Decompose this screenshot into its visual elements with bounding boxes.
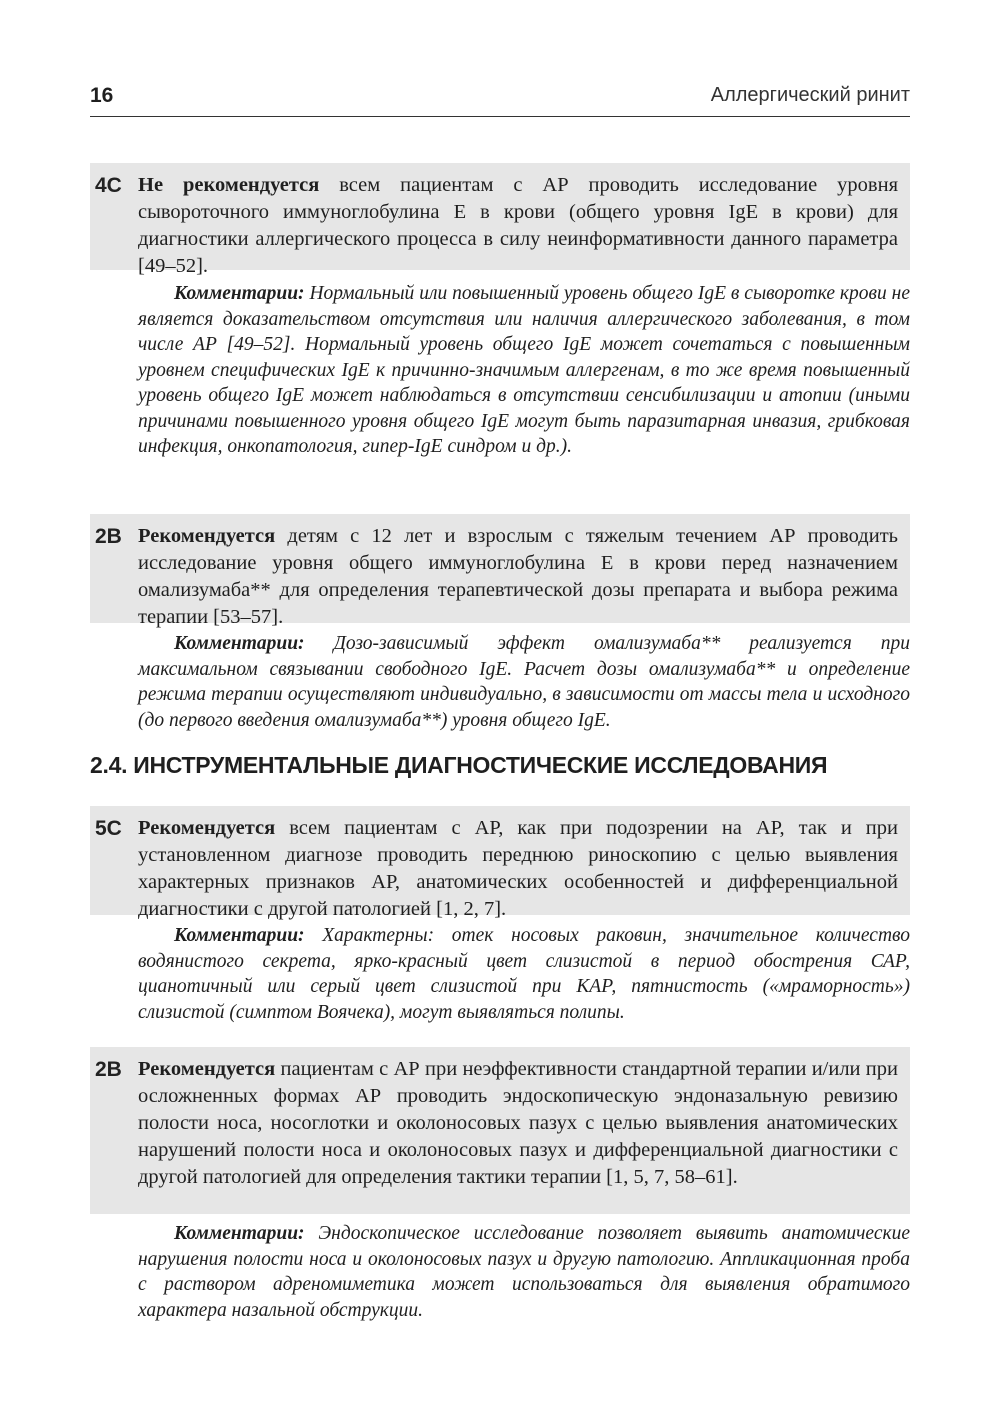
evidence-grade: 5C [95, 817, 122, 840]
comment-block [138, 923, 910, 1025]
comment-label: Комментарии: [174, 1223, 305, 1244]
comment-text: Характерны: отек носовых раковин, значительное количество водянистого секрета, ярко-красный цвет слизистой в период обострения САР, цианотичный или серый цвет слизистой при КАР, пятнистость («мраморность») слизистой (симптом Воячека), могут выявляться полипы. [138, 925, 910, 1023]
comment-label: Комментарии: [174, 633, 305, 654]
recommendation-text: детям с 12 лет и взрослым с тяжелым течением АР проводить исследование уровня общего иммуноглобулина Е в крови перед назначением омализумаба** для определения терапевтической дозы препарата и выбора режима терапии [53–57]. [138, 525, 898, 628]
recommendation-text: всем пациентам с АР, как при подозрении на АР, так и при установленном диагнозе проводить переднюю риноскопию с целью выявления характерных признаков АР, анатомических особенностей и дифференциальной диагностики с другой патологией [1, 2, 7]. [138, 817, 898, 920]
comment-label: Комментарии: [174, 283, 305, 304]
running-title: Аллергический ринит [710, 84, 910, 106]
evidence-grade: 2B [95, 1058, 122, 1081]
comment-block [138, 1221, 910, 1323]
comment-text: Дозо-зависимый эффект омализумаба** реализуется при максимальном связывании свободного IgE. Расчет дозы омализумаба** и определение режима терапии осуществляют индивидуально, в зависимости от массы тела и исходного (до первого введения омализумаба**) уровня общего IgE. [138, 633, 910, 731]
recommendation-lead: Рекомендуется [138, 817, 276, 839]
section-title: 2.4. ИНСТРУМЕНТАЛЬНЫЕ ДИАГНОСТИЧЕСКИЕ ИССЛЕДОВАНИЯ [90, 752, 828, 778]
page-number: 16 [90, 84, 114, 107]
evidence-grade: 4C [95, 174, 122, 197]
recommendation-lead: Не рекомендуется [138, 174, 320, 196]
comment-text: Нормальный или повышенный уровень общего IgE в сыворотке крови не является доказательством отсутствия или наличия аллергического заболевания, в том числе АР [49–52]. Нормальный уровень общего IgE может сочетаться с повышенным уровнем специфических IgE к причинно-значимым аллергенам, в то же время повышенный уровень общего IgE может наблюдаться в отсутствии сенсибилизации и атопии (иными причинами повышенного уровня общего IgE могут быть паразитарная инвазия, грибковая инфекция, онкопатология, гипер-IgE синдром и др.). [138, 283, 910, 457]
comment-text: Эндоскопическое исследование позволяет выявить анатомические нарушения полости носа и околоносовых пазух и другую патологию. Аппликационная проба с раствором адреномиметика может использоваться для выявления обратимого характера назальной обструкции. [138, 1223, 910, 1321]
recommendation-lead: Рекомендуется [138, 525, 276, 547]
recommendation-text: пациентам с АР при неэффективности стандартной терапии и/или при осложненных формах АР проводить эндоскопическую эндоназальную ревизию полости носа, носоглотки и околоносовых пазух с целью выявления анатомических нарушений полости носа и околоносовых пазух и дифференциальной диагностики с другой патологией для определения тактики терапии [1, 5, 7, 58–61]. [138, 1058, 898, 1188]
comment-block [138, 281, 910, 460]
recommendation-box [90, 163, 910, 277]
recommendation-box [90, 806, 910, 920]
recommendation-box [90, 1047, 910, 1214]
comment-block [138, 631, 910, 733]
comment-label: Комментарии: [174, 925, 305, 946]
recommendation-text: всем пациентам с АР проводить исследование уровня сывороточного иммуноглобулина Е в крови (общего уровня IgE в крови) для диагностики аллергического процесса в силу неинформативности данного параметра [49–52]. [138, 174, 898, 277]
recommendation-box [90, 514, 910, 628]
recommendation-lead: Рекомендуется [138, 1058, 276, 1080]
evidence-grade: 2B [95, 525, 122, 548]
page-header [90, 80, 910, 117]
